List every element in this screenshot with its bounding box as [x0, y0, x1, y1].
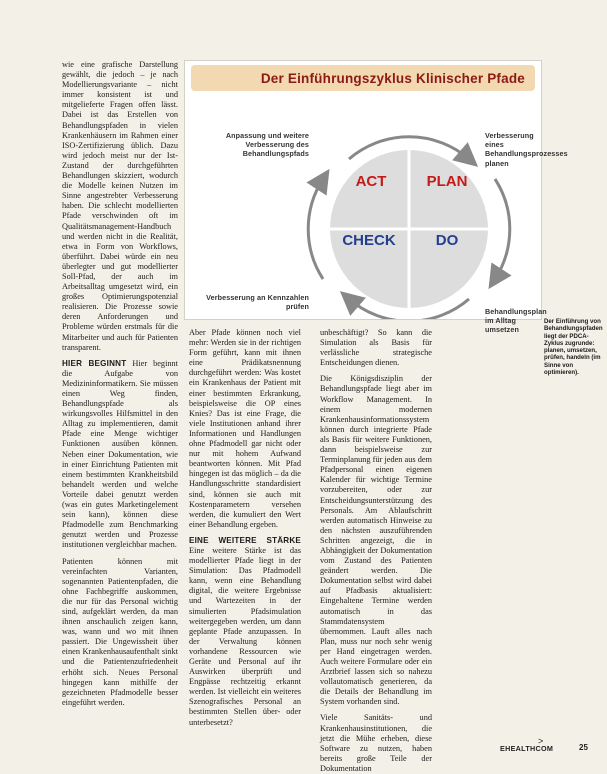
article-column-2 [189, 328, 301, 728]
paragraph: Die Königsdisziplin der Behandlungspfade liegt aber im Workflow Management. In einem modernen Krankenhausinformationssystem können durch integrierte Pfade als Basis für weitere Funktionen, dann beispielsweise zur Terminplanung für jeden aus dem Pfadpersonal einen eigenen Kalender für wichtige Termine vorzubereiten, oder zur Entscheidungsunterstützung des Personals. Am Ablaufschritt werden automatisch Hinweise zu den nächsten auszuführenden Schritten angezeigt, die in Abhängigkeit der Dokumentation vom Zustand des Patienten geändert werden. Die Dokumentation selbst wird dabei auf Pfadbasis aktualisiert: Eingehaltene Termine werden automatisch in das Stammdatensystem übernommen. Lauft alles nach Plan, muss nur noch sehr wenig per Hand eingetragen werden. Auch weitere Formulare oder ein Arztbrief lassen sich so nahezu vollautomatisch generieren, da die Details der Behandlung im System vorhanden sind. [320, 374, 432, 707]
label-adjust: Anpassung und weitere Verbesserung des Behandlungspfads [225, 131, 309, 159]
page-number: 25 [579, 743, 588, 752]
continue-arrow-icon: > [538, 736, 544, 746]
cycle-arrow [495, 179, 510, 279]
label-do: Behandlungsplan im Alltag umsetzen [485, 307, 547, 335]
figure-pdca-cycle [184, 60, 568, 335]
paragraph: Patienten können mit vereinfachten Varianten, sogenannten Patientenpfaden, die ohne Fachbegriffe auskommen, die nur für das Personal wichtig sind, aufgeklärt werden, da man ihnen anschaulich zeigen kann, was, wann und wo mit ihnen passiert. Die Ungewissheit über einen Krankenhausaufenthalt sinkt und die Patientenzufriedenheit erhöht sich. Neues Personal hingegen kann mithilfe der gezeichneten Pfadmodelle besser eingeführt werden. [62, 556, 178, 707]
label-check: Verbesserung an Kennzahlen prüfen [206, 293, 309, 312]
quadrant-check: CHECK [342, 232, 396, 249]
section-lead: EINE WEITERE STÄRKE [189, 535, 301, 545]
figure-title: Der Einführungszyklus Klinischer Pfade [260, 70, 525, 86]
cycle-arrow [308, 179, 323, 279]
article-column-1 [62, 60, 178, 708]
quadrant-do: DO [435, 232, 459, 249]
magazine-name: EHEALTHCOM [500, 744, 554, 753]
pdca-diagram [185, 61, 568, 319]
paragraph: unbeschäftigt? So kann die Simulation als Basis für verlässliche strategische Entscheidungen dienen. [320, 328, 432, 368]
paragraph: Aber Pfade können noch viel mehr: Werden sie in der richtigen Form geführt, kann mit ihnen eine Prädikatsnennung durchgeführt werden: Was kostet ein Krankenhaus der Patient mit einer bestimmten Erkrankung, beispielsweise die OP eines Knies? Das ist eine Frage, die viele Institutionen anhand ihrer Informationen und Handlungen ohne Pfadmodell gar nicht oder nur mit hohem Aufwand beantworten können. Mit Pfad hingegen ist das möglich – da die Handlungsschritte standardisiert sind, können sie auch mit Kostenparametern versehen werden, die kumuliert den Wert einer Behandlung ergeben. [189, 328, 301, 529]
figure-caption: Der Einführung von Behandlungspfaden liegt der PDCA-Zyklus zugrunde: planen, umsetzen, prüfen, handeln (im Sinne von optimieren). [544, 318, 603, 377]
quadrant-plan: PLAN [426, 173, 468, 190]
paragraph: Viele Sanitäts- und Krankenhausinstitutionen, die jetzt die Mühe erheben, diese Software zu nutzen, haben bereits große Teile der Dokumentation [320, 713, 432, 773]
page-footer [0, 736, 607, 756]
paragraph [62, 359, 178, 551]
quadrant-act: ACT [355, 173, 387, 190]
paragraph-text: Hier beginnt die Aufgabe von Medizininformatikern. Sie müssen einen Weg finden, Behandlungspfade als wirkungsvolles Hilfsmittel in den Alltag zu implementieren, damit Pfade eine Menge wichtiger Funktionen ausüben können. Neben einer Dokumentation, wie in einer Einrichtung Patienten mit einem bestimmten Krankheitsbild behandelt werden und welche Vorteile dabei genutzt werden (was ein gutes Marketingelement sein kann), können diese Pfadmodelle zum Benchmarking genutzt werden und Prozesse institutionen vergleichbar machen. [62, 358, 178, 550]
article-column-3 [320, 328, 432, 774]
label-plan: Verbesserung eines Behandlungsprozesses planen [485, 131, 568, 168]
paragraph [189, 536, 301, 728]
section-lead: HIER BEGINNT [62, 358, 127, 368]
paragraph: wie eine grafische Darstellung gewählt, die jedoch – je nach Modellierungsvariante – nicht immer konsistent ist und mitgelieferte Fragen offen lässt. Dabei ist das Erstellen von Behandlungspfaden in vielen Krankenhäusern im Rahmen einer ISO-Zertifizierung üblich. Dazu wird jedoch meist nur der Ist-Zustand der durchgeführten Behandlungen skizziert, wodurch die Modelle keinen Nutzen im Sinne angestrebter Verbesserung haben. Die schlecht modellierten Pfade verschwinden oft im Qualitätsmanagement-Handbuch und werden nicht in die Realität, etwa in Form von Workflows, überführt. Dabei würde ein neu überlegter und gut modellierter Soll-Pfad, der auch im Arbeitsalltag umgesetzt wird, ein großes Optimierungspotenzial realisieren. Die Prozesse sowie deren Anforderungen und Probleme würden erstmals für die Mitarbeiter und auch für Patienten transparent. [62, 60, 178, 352]
paragraph-text: Eine weitere Stärke ist das modellierter Pfade liegt in der Simulation: Das Pfadmodell kann, wenn eine Behandlung digital, die weitere Ergebnisse und Wartezeiten in der simulierten Pfadsimulation weitergegeben werden, um dann geplante Pfade anzupassen. In der Verwaltung können vorhandene Ressourcen wie Geräte und Personal auf ihr Auswirken überprüft und Engpässe rechtzeitig erkannt werden. Ist vielleicht ein weiteres Szenografisches Personal an bestimmten Stellen über- oder unterbesetzt? [189, 545, 301, 727]
